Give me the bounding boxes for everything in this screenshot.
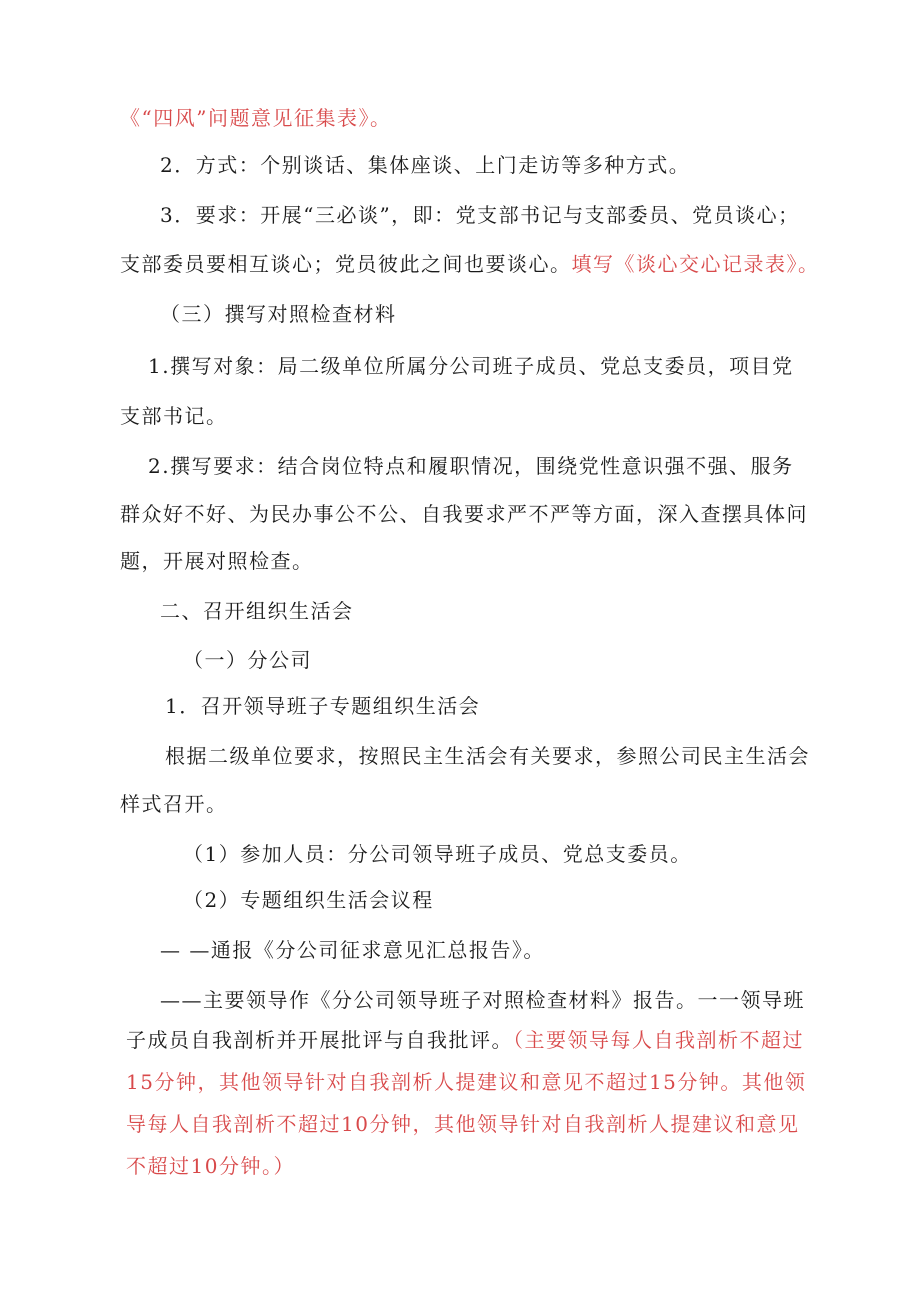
writing-target-line-2: 支部书记。 <box>120 404 228 428</box>
form-title-line: 《“四风”问题意见征集表》。 <box>120 106 392 130</box>
agenda-item-1: — —通报《分公司征求意见汇总报告》。 <box>160 938 545 962</box>
writing-requirement-line-2: 群众好不好、为民办事公不公、自我要求严不严等方面，深入查摆具体问 <box>120 502 808 526</box>
writing-requirement-line-3: 题，开展对照检查。 <box>120 549 314 573</box>
time-limit-note-line-4: 不超过10分钟。） <box>126 1154 295 1178</box>
requirement-paragraph-line-1: 3．要求：开展“三必谈”，即：党支部书记与支部委员、党员谈心； <box>160 203 800 227</box>
agenda-item-2-line-1: ——主要领导作《分公司领导班子对照检查材料》报告。一一领导班 <box>160 988 805 1012</box>
writing-requirement-line-1: 2.撰写要求：结合岗位特点和履职情况，围绕党性意识强不强、服务 <box>148 454 794 478</box>
writing-target-line-1: 1.撰写对象：局二级单位所属分公司班子成员、党总支委员，项目党 <box>148 354 794 378</box>
section-heading-3: （三）撰写对照检查材料 <box>160 302 397 326</box>
basis-paragraph-line-1: 根据二级单位要求，按照民主生活会有关要求，参照公司民主生活会 <box>165 744 810 768</box>
agenda-item-2-line-2 <box>126 1026 804 1054</box>
item-heading-1: 1．召开领导班子专题组织生活会 <box>165 694 481 718</box>
talk-record-form-note: 填写《谈心交心记录表》。 <box>571 252 820 276</box>
participants-line: （1）参加人员：分公司领导班子成员、党总支委员。 <box>183 842 692 866</box>
self-criticism-text: 子成员自我剖析并开展批评与自我批评。 <box>126 1028 513 1052</box>
requirement-paragraph-line-2 <box>120 250 820 278</box>
method-paragraph: 2．方式：个别谈话、集体座谈、上门走访等多种方式。 <box>160 153 691 177</box>
agenda-heading: （2）专题组织生活会议程 <box>183 888 434 912</box>
time-limit-note-line-2: 15分钟，其他领导针对自我剖析人提建议和意见不超过15分钟。其他领 <box>126 1070 807 1094</box>
section-heading-2: 二、召开组织生活会 <box>160 599 354 623</box>
time-limit-note-line-3: 导每人自我剖析不超过10分钟，其他领导针对自我剖析人提建议和意见 <box>126 1112 800 1136</box>
subsection-heading-1: （一）分公司 <box>183 648 312 672</box>
basis-paragraph-line-2: 样式召开。 <box>120 792 228 816</box>
time-limit-note: （主要领导每人自我剖析不超过 <box>513 1028 804 1052</box>
requirement-text: 支部委员要相互谈心；党员彼此之间也要谈心。 <box>120 252 572 276</box>
